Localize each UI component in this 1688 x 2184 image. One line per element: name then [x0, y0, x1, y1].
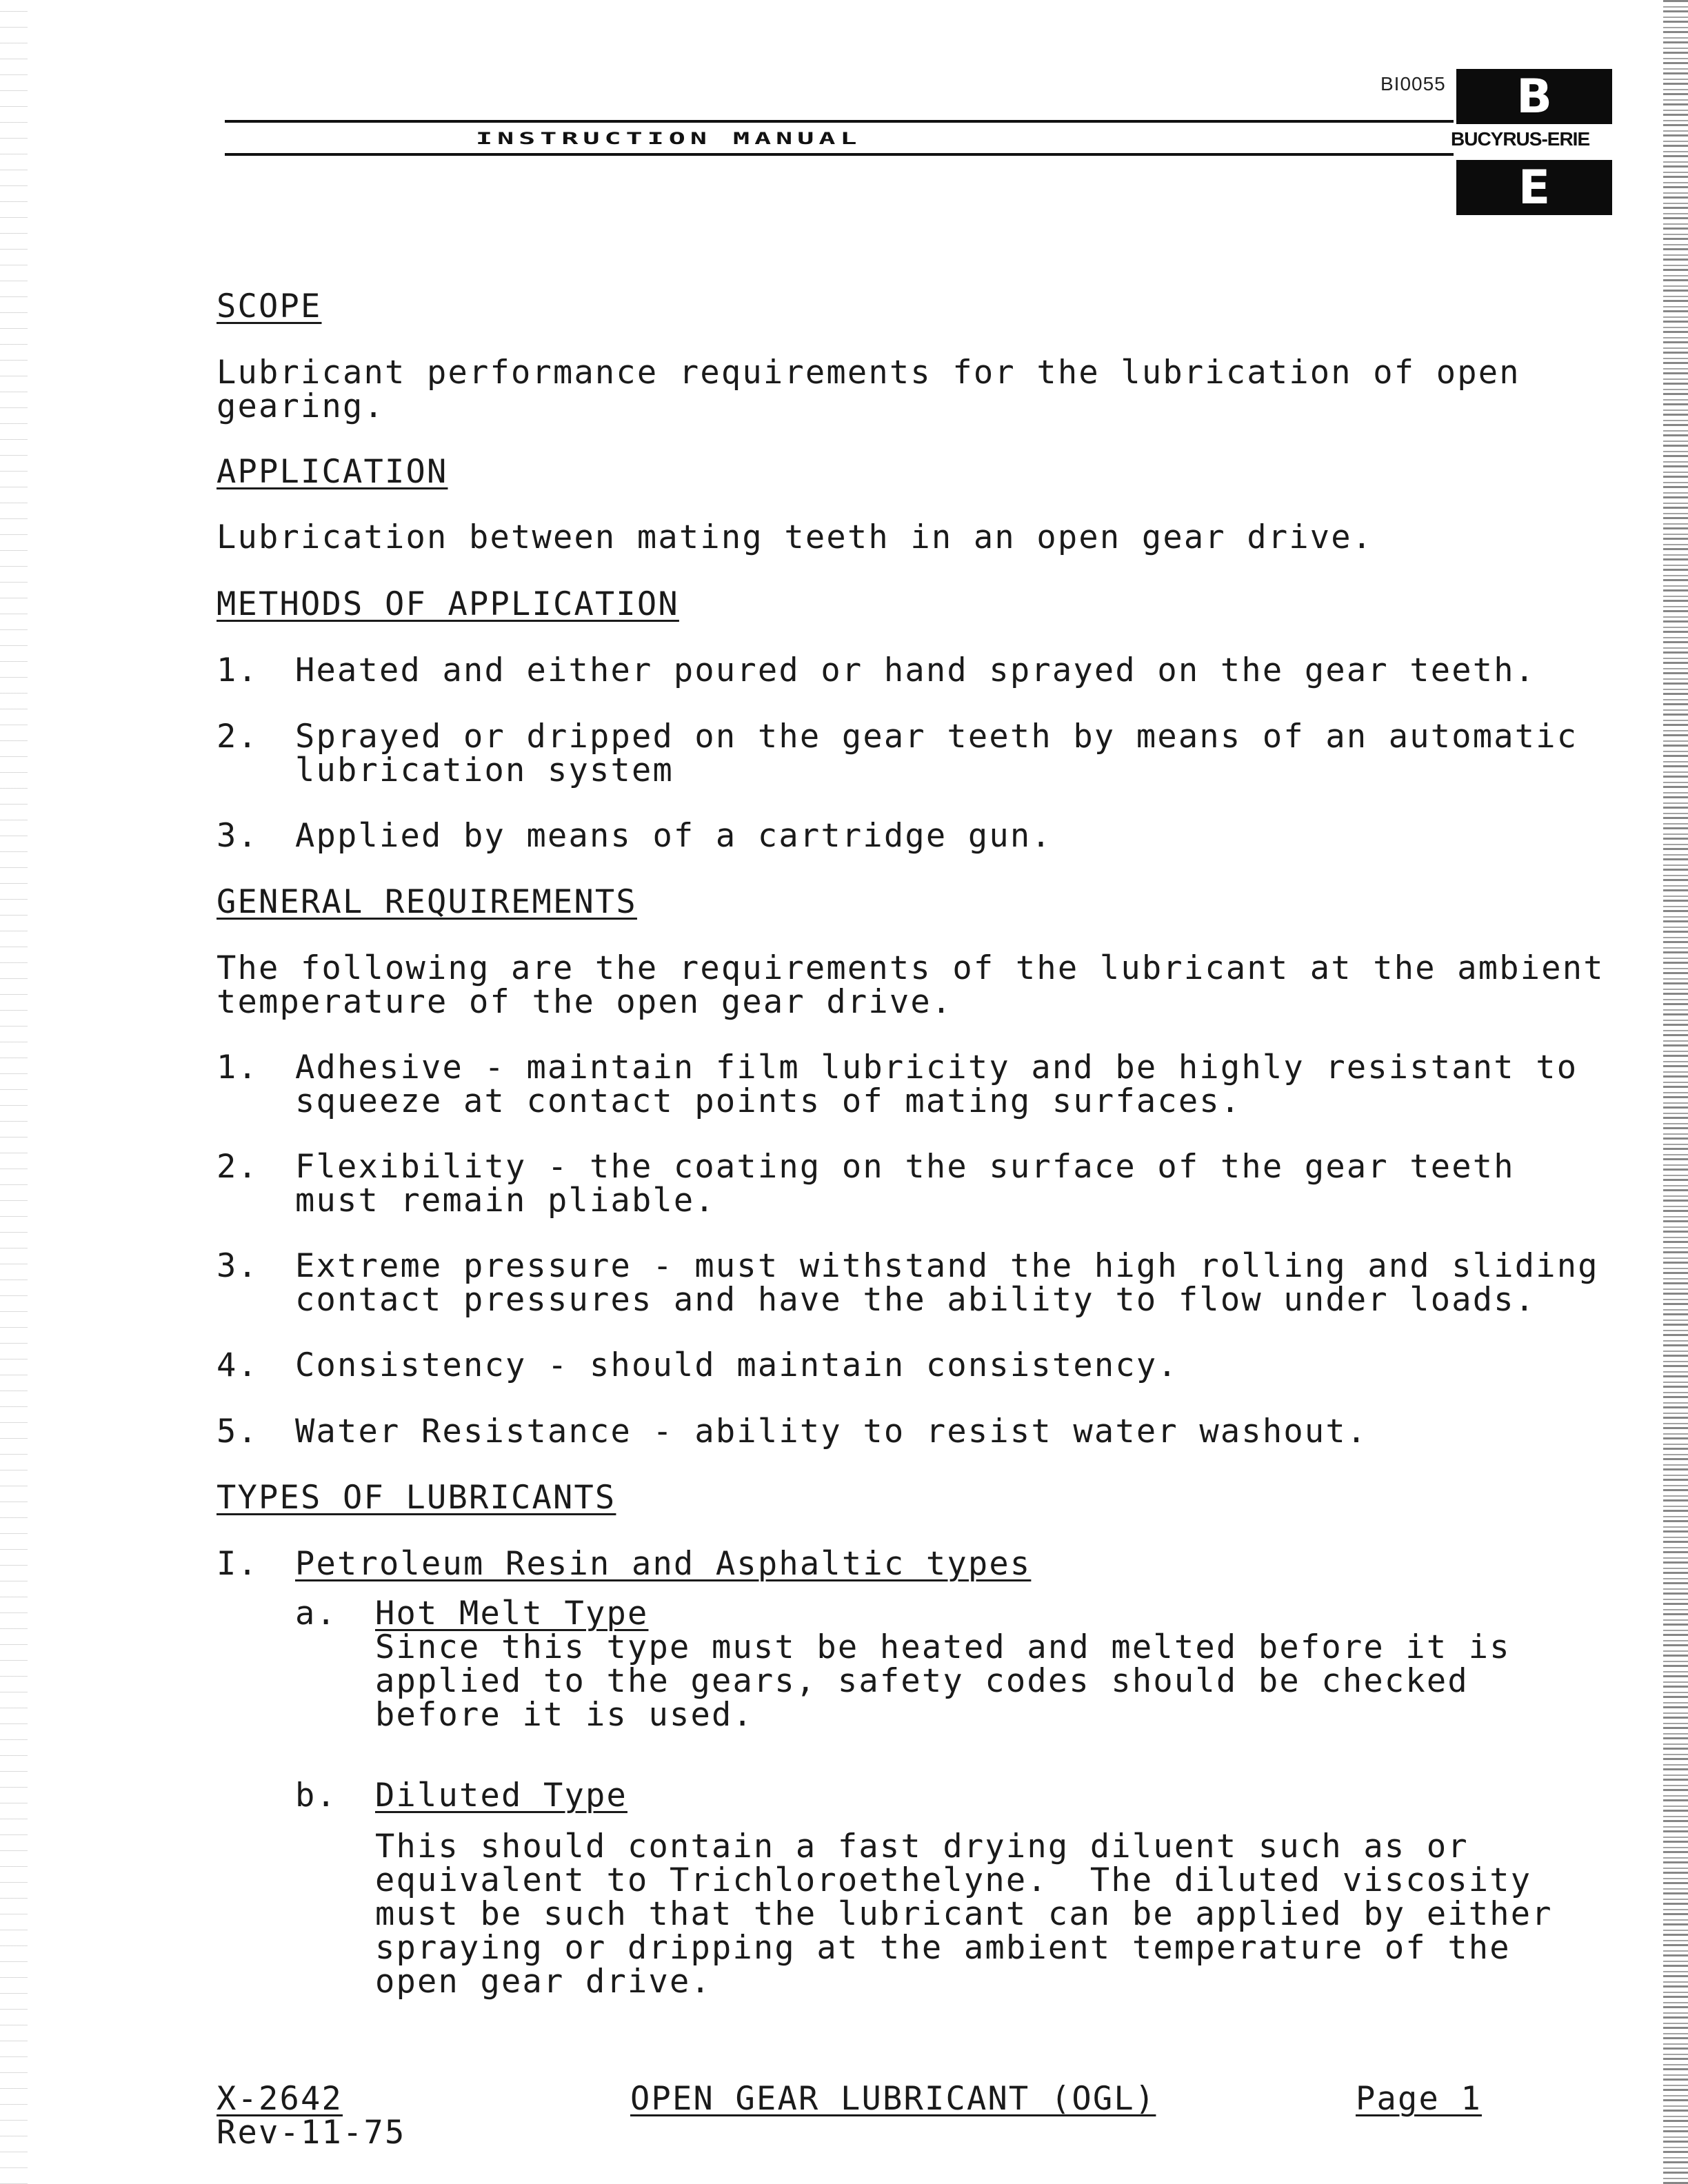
subtype-a-text-line1: Since this type must be heated and melted before it is	[375, 1628, 1511, 1666]
footer-title: OPEN GEAR LUBRICANT (OGL)	[630, 2080, 1156, 2118]
requirement-3-text-line2: contact pressures and have the ability to flow under loads.	[295, 1281, 1536, 1319]
requirement-4-number: 4.	[217, 1346, 259, 1384]
company-logo-b: B	[1456, 69, 1612, 124]
requirement-3-text-line1: Extreme pressure - must withstand the high rolling and sliding	[295, 1247, 1599, 1285]
application-text: Lubrication between mating teeth in an open gear drive.	[217, 518, 1374, 556]
method-1-number: 1.	[217, 651, 259, 689]
type-group-number: I.	[217, 1545, 259, 1583]
subtype-b-text-line4: spraying or dripping at the ambient temperature of the	[375, 1929, 1511, 1967]
subtype-b-letter: b.	[295, 1777, 337, 1814]
scope-text-line1: Lubricant performance requirements for the lubrication of open	[217, 354, 1520, 392]
company-name: BUCYRUS-ERIE	[1451, 128, 1590, 150]
scan-edge-left	[0, 0, 28, 2184]
requirement-5-number: 5.	[217, 1413, 259, 1450]
requirement-1-text-line2: squeeze at contact points of mating surfaces.	[295, 1082, 1242, 1120]
subtype-b-title: Diluted Type	[375, 1777, 627, 1814]
requirement-5-text: Water Resistance - ability to resist water washout.	[295, 1413, 1368, 1450]
subtype-a-letter: a.	[295, 1595, 337, 1632]
requirement-1-text-line1: Adhesive - maintain film lubricity and be highly resistant to	[295, 1049, 1578, 1086]
requirement-2-text-line1: Flexibility - the coating on the surface of the gear teeth	[295, 1148, 1515, 1186]
general-intro-line2: temperature of the open gear drive.	[217, 983, 953, 1021]
header-rule-top	[225, 120, 1454, 123]
requirement-2-text-line2: must remain pliable.	[295, 1182, 716, 1220]
subtype-b-text-line5: open gear drive.	[375, 1963, 712, 2001]
footer-page-number: Page 1	[1356, 2080, 1482, 2118]
method-3-number: 3.	[217, 817, 259, 855]
heading-general-requirements: GENERAL REQUIREMENTS	[217, 883, 637, 921]
subtype-b-text-line1: This should contain a fast drying diluent such as or	[375, 1828, 1469, 1866]
method-3-text: Applied by means of a cartridge gun.	[295, 817, 1052, 855]
manual-title: INSTRUCTION MANUAL	[476, 129, 862, 148]
subtype-a-text-line3: before it is used.	[375, 1696, 754, 1734]
scope-text-line2: gearing.	[217, 387, 385, 425]
requirement-3-number: 3.	[217, 1247, 259, 1285]
subtype-a-text-line2: applied to the gears, safety codes should be checked	[375, 1662, 1469, 1700]
subtype-a-title: Hot Melt Type	[375, 1595, 649, 1632]
footer-doc-number: X-2642	[217, 2080, 343, 2118]
heading-methods: METHODS OF APPLICATION	[217, 585, 679, 623]
method-2-number: 2.	[217, 718, 259, 756]
general-intro-line1: The following are the requirements of the lubricant at the ambient	[217, 949, 1605, 987]
subtype-b-text-line2: equivalent to Trichloroethelyne. The diluted viscosity	[375, 1861, 1532, 1899]
document-id: BI0055	[1380, 73, 1446, 94]
method-1-text: Heated and either poured or hand sprayed on the gear teeth.	[295, 651, 1536, 689]
type-group-title: Petroleum Resin and Asphaltic types	[295, 1545, 1032, 1583]
requirement-1-number: 1.	[217, 1049, 259, 1086]
subtype-b-text-line3: must be such that the lubricant can be applied by either	[375, 1895, 1553, 1933]
heading-application: APPLICATION	[217, 453, 448, 491]
method-2-text-line2: lubrication system	[295, 751, 674, 789]
footer-revision: Rev-11-75	[217, 2114, 406, 2152]
heading-types-of-lubricants: TYPES OF LUBRICANTS	[217, 1479, 616, 1517]
company-logo-e: E	[1456, 160, 1612, 215]
scan-edge-right	[1663, 0, 1688, 2184]
method-2-text-line1: Sprayed or dripped on the gear teeth by means of an automatic	[295, 718, 1578, 756]
heading-scope: SCOPE	[217, 287, 322, 325]
header-rule-bottom	[225, 153, 1454, 156]
requirement-2-number: 2.	[217, 1148, 259, 1186]
requirement-4-text: Consistency - should maintain consistency.	[295, 1346, 1178, 1384]
